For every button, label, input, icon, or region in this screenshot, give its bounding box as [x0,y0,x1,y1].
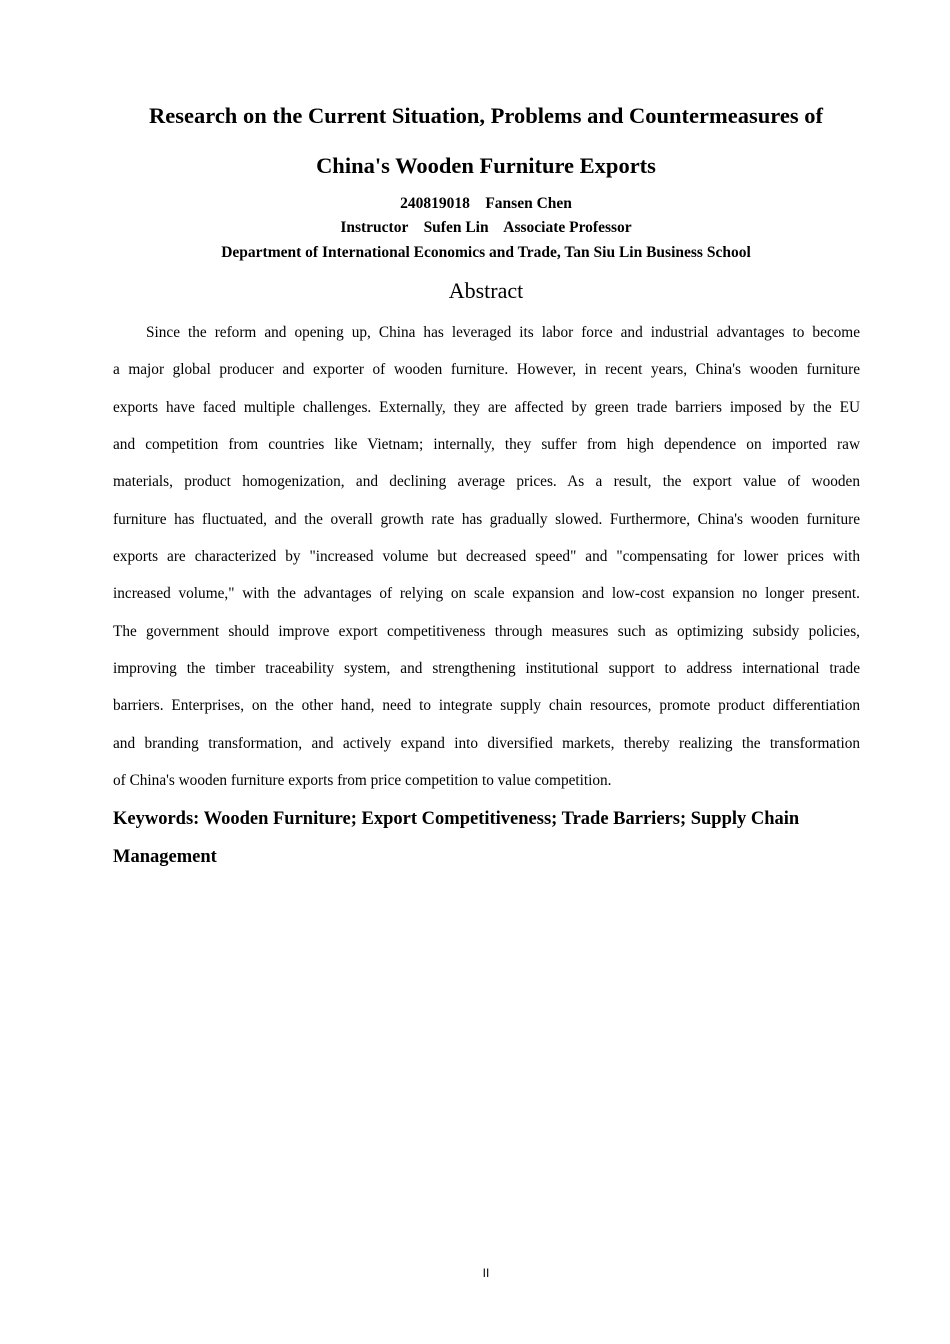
keywords-line-2: Management [113,847,217,867]
keywords-line-1: Keywords: Wooden Furniture; Export Competitiveness; Trade Barriers; Supply Chain [113,809,800,829]
abstract-line: furniture has fluctuated, and the overall growth rate has gradually slowed. Furthermore, China's wooden furniture [113,510,860,528]
abstract-line: improving the timber traceability system, and strengthening institutional support to address international trade [113,660,860,678]
abstract-body [113,318,860,803]
abstract-line: and branding transformation, and actively expand into diversified markets, thereby realizing the transformation [113,734,860,752]
paper-title-line-2: China's Wooden Furniture Exports [316,153,656,178]
abstract-line: exports have faced multiple challenges. Externally, they are affected by green trade barriers imposed by the EU [113,398,860,416]
department-line: Department of International Economics and Trade, Tan Siu Lin Business School [221,244,751,261]
author-line: 240819018 Fansen Chen [400,195,572,212]
abstract-line: exports are characterized by "increased volume but decreased speed" and "compensating for lower prices with [113,548,860,566]
abstract-heading: Abstract [448,278,524,303]
abstract-line: of China's wooden furniture exports from price competition to value competition. [113,772,612,790]
abstract-line: materials, product homogenization, and declining average prices. As a result, the export value of wooden [113,473,860,491]
paper-title-line-1: Research on the Current Situation, Problems and Countermeasures of [149,103,823,128]
abstract-line: barriers. Enterprises, on the other hand, need to integrate supply chain resources, promote product differentiation [113,697,860,715]
abstract-line: The government should improve export competitiveness through measures such as optimizing subsidy policies, [113,622,860,640]
abstract-line: increased volume," with the advantages of relying on scale expansion and low-cost expansion no longer present. [113,585,860,603]
page-number: II [482,1266,490,1280]
abstract-line: and competition from countries like Vietnam; internally, they suffer from high dependence on imported raw [113,436,860,454]
abstract-line: Since the reform and opening up, China has leveraged its labor force and industrial advantages to become [146,324,860,341]
abstract-line: a major global producer and exporter of wooden furniture. However, in recent years, China's wooden furniture [113,361,860,379]
instructor-line: Instructor Sufen Lin Associate Professor [340,219,632,236]
